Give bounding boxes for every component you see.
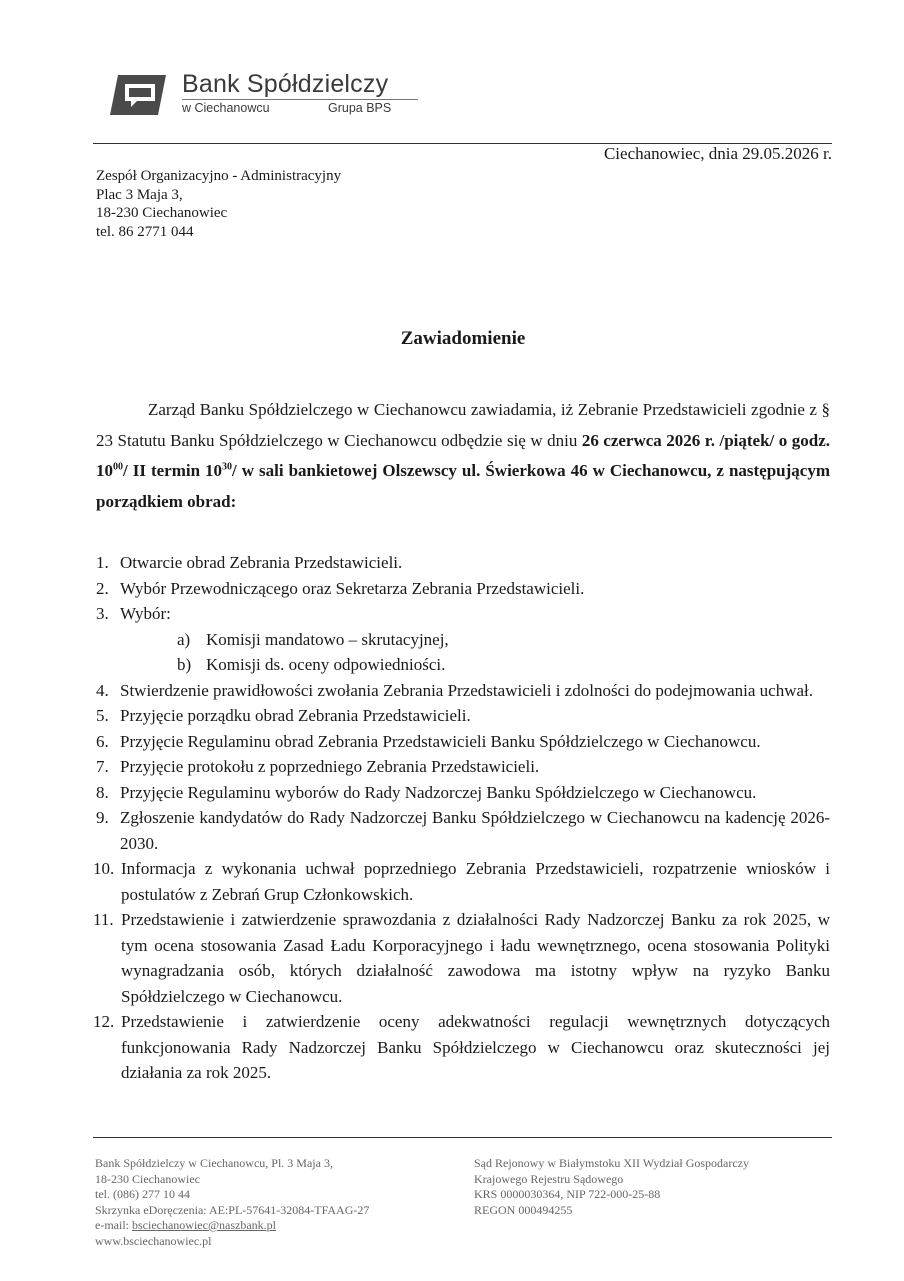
logo-divider xyxy=(182,99,418,100)
bank-group: Grupa BPS xyxy=(328,101,392,115)
agenda-item xyxy=(96,576,830,602)
footer-edelivery: Skrzynka eDoręczenia: AE:PL-57641-32084-TFAAG-27 xyxy=(95,1202,370,1217)
second-term: / II termin 10 xyxy=(123,461,223,480)
sender-street: Plac 3 Maja 3, xyxy=(96,186,183,203)
agenda-item xyxy=(96,678,830,704)
agenda-subitem xyxy=(96,627,830,653)
agenda-item-number: 8. xyxy=(96,782,109,802)
sender-address xyxy=(96,167,341,241)
agenda-item-text: Przyjęcie Regulaminu wyborów do Rady Nadzorczej Banku Spółdzielczego w Ciechanowcu. xyxy=(120,782,757,802)
footer-postal-city: 18-230 Ciechanowiec xyxy=(95,1171,200,1186)
footer-website[interactable]: www.bsciechanowiec.pl xyxy=(95,1233,212,1248)
intro-text: Zarząd Banku Spółdzielczego w Ciechanowcu zawiadamia, iż Zebranie Przedstawicieli zgodnie z § 23 Statutu Banku Spółdzielczego w Ciechanowcu odbędzie się w dniu xyxy=(96,400,830,450)
bank-logo xyxy=(108,68,418,118)
bank-name: Bank Spółdzielczy xyxy=(182,70,389,98)
footer-register: Krajowego Rejestru Sądowego xyxy=(474,1171,624,1186)
meeting-date: 26 czerwca 2026 r. /piątek/ o godz. 10 xyxy=(96,430,830,480)
footer-email-link[interactable]: bsciechanowiec@naszbank.pl xyxy=(131,1218,276,1232)
agenda-item-text: Zgłoszenie kandydatów do Rady Nadzorczej Banku Spółdzielczego w Ciechanowcu na kadencję 2026-2030. xyxy=(120,808,830,853)
meeting-place: / w sali bankietowej Olszewscy ul. Świerkowa 46 w Ciechanowcu, z następującym porządkiem obrad: xyxy=(96,461,830,511)
agenda-item-text: Przedstawienie i zatwierdzenie sprawozdania z działalności Rady Nadzorczej Banku za rok 2025, w tym ocena stosowania Zasad Ładu Korporacyjnego i ładu wewnętrznego, ocena stosowania Polityki wynagradzania osób, których działalność zawodowa ma istotny wpływ na ryzyko Banku Spółdzielczego w Ciechanowcu. xyxy=(121,910,830,1006)
agenda-item xyxy=(96,601,830,627)
agenda-item-number: 3. xyxy=(96,604,109,623)
agenda-item-number: 7. xyxy=(96,757,109,776)
agenda-item-text: Przyjęcie protokołu z poprzedniego Zebrania Przedstawicieli. xyxy=(120,757,540,776)
agenda-item xyxy=(96,729,830,755)
agenda-subitem-text: Komisji ds. oceny odpowiedniości. xyxy=(206,655,446,674)
agenda-item-number: 1. xyxy=(96,553,109,572)
footer-email-label: e-mail: xyxy=(95,1218,132,1232)
agenda-item-number: 9. xyxy=(96,808,109,827)
agenda-item xyxy=(93,907,830,1009)
agenda-item xyxy=(96,780,830,806)
agenda-item xyxy=(96,550,830,576)
footer-court: Sąd Rejonowy w Białymstoku XII Wydział Gospodarczy xyxy=(474,1156,750,1170)
second-term-minutes: 30 xyxy=(222,461,233,473)
footer-phone: tel. (086) 277 10 44 xyxy=(95,1187,190,1201)
agenda-subitem-letter: b) xyxy=(177,655,192,674)
agenda-item-number: 4. xyxy=(96,680,109,700)
sender-department: Zespół Organizacyjno - Administracyjny xyxy=(96,168,342,184)
agenda-item-text: Wybór: xyxy=(120,604,171,623)
agenda-item xyxy=(96,805,830,856)
agenda-item xyxy=(96,703,830,729)
agenda-item-number: 11. xyxy=(93,910,114,929)
meeting-time-minutes: 00 xyxy=(113,461,123,473)
agenda-item xyxy=(93,1009,830,1086)
agenda-item xyxy=(93,856,830,907)
footer-bank-info xyxy=(95,1156,369,1249)
footer-krs-nip: KRS 0000030364, NIP 722-000-25-88 xyxy=(474,1187,661,1201)
agenda-item-text: Przyjęcie porządku obrad Zebrania Przedstawicieli. xyxy=(120,706,471,725)
date-line: Ciechanowiec, dnia 29.05.2026 r. xyxy=(603,144,832,163)
agenda-item-number: 5. xyxy=(96,706,109,725)
agenda-subitem xyxy=(96,652,830,678)
agenda-item-number: 6. xyxy=(96,731,109,751)
agenda-item-text: Informacja z wykonania uchwał poprzedniego Zebrania Przedstawicieli, rozpatrzenie wniosków i postulatów z Zebrań Grup Członkowskich. xyxy=(121,859,830,904)
agenda-subitem-text: Komisji mandatowo – skrutacyjnej, xyxy=(206,629,449,649)
bank-city: w Ciechanowcu xyxy=(182,101,270,115)
agenda-item-number: 10. xyxy=(93,859,115,878)
agenda-item-text: Stwierdzenie prawidłowości zwołania Zebrania Przedstawicieli i zdolności do podejmowania uchwał. xyxy=(120,680,813,700)
bank-bs-logo-icon xyxy=(108,73,168,117)
footer-divider xyxy=(93,1137,832,1138)
agenda-item-text: Przyjęcie Regulaminu obrad Zebrania Przedstawicieli Banku Spółdzielczego w Ciechanowcu. xyxy=(120,731,761,751)
agenda-item-text: Przedstawienie i zatwierdzenie oceny adekwatności regulacji wewnętrznych dotyczących funkcjonowania Rady Nadzorczej Banku Spółdzielczego w Ciechanowcu oraz skuteczności jej działania za rok 2025. xyxy=(121,1012,830,1082)
agenda-item-text: Wybór Przewodniczącego oraz Sekretarza Zebrania Przedstawicieli. xyxy=(120,578,585,598)
sender-postal-city: 18-230 Ciechanowiec xyxy=(96,205,228,221)
footer-registry-info xyxy=(474,1156,749,1218)
document-title: Zawiadomienie xyxy=(400,328,526,349)
agenda-subitem-letter: a) xyxy=(177,629,191,649)
agenda-item-number: 12. xyxy=(93,1012,115,1031)
agenda-list xyxy=(93,550,830,1086)
agenda-item xyxy=(96,754,830,780)
intro-paragraph xyxy=(96,395,830,517)
agenda-item-number: 2. xyxy=(96,578,109,598)
footer-email-line xyxy=(95,1218,369,1234)
footer-regon: REGON 000494255 xyxy=(474,1202,573,1217)
footer-address: Bank Spółdzielczy w Ciechanowcu, Pl. 3 Maja 3, xyxy=(95,1156,333,1170)
agenda-item-text: Otwarcie obrad Zebrania Przedstawicieli. xyxy=(120,553,403,572)
sender-phone: tel. 86 2771 044 xyxy=(96,223,194,240)
